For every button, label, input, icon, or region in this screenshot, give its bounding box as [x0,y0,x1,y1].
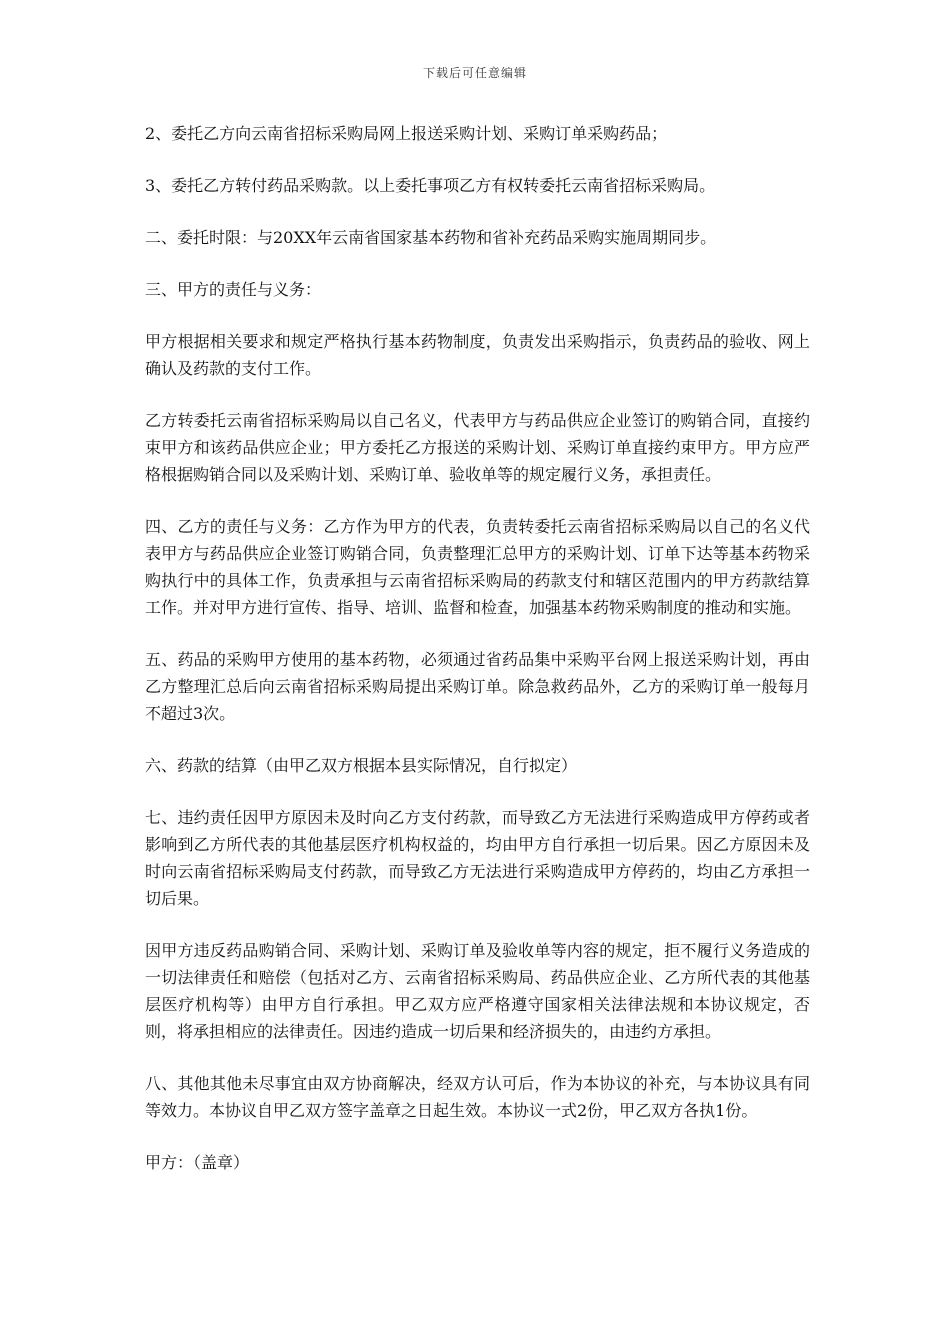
paragraph: 五、药品的采购甲方使用的基本药物，必须通过省药品集中采购平台网上报送采购计划，再由乙方整理汇总后向云南省招标采购局提出采购订单。除急救药品外，乙方的采购订单一般每月不超过3次。 [145,650,810,723]
paragraph: 二、委托时限：与20XX年云南省国家基本药物和省补充药品采购实施周期同步。 [145,228,717,247]
paragraph: 六、药款的结算（由甲乙双方根据本县实际情况，自行拟定） [145,756,578,775]
paragraph: 因甲方违反药品购销合同、采购计划、采购订单及验收单等内容的规定，拒不履行义务造成的一切法律责任和赔偿（包括对乙方、云南省招标采购局、药品供应企业、乙方所代表的其他基层医疗机构等）由甲方自行承担。甲乙双方应严格遵守国家相关法律法规和本协议规定，否则，将承担相应的法律责任。因违约造成一切后果和经济损失的，由违约方承担。 [145,941,810,1041]
paragraph: 七、违约责任因甲方原因未及时向乙方支付药款，而导致乙方无法进行采购造成甲方停药或者影响到乙方所代表的其他基层医疗机构权益的，均由甲方自行承担一切后果。因乙方原因未及时向云南省招标采购局支付药款，而导致乙方无法进行采购造成甲方停药的，均由乙方承担一切后果。 [145,808,810,908]
paragraph: 3、委托乙方转付药品采购款。以上委托事项乙方有权转委托云南省招标采购局。 [145,176,716,195]
signature-line: 甲方：（盖章） [145,1153,250,1172]
paragraph: 四、乙方的责任与义务：乙方作为甲方的代表，负责转委托云南省招标采购局以自己的名义代表甲方与药品供应企业签订购销合同，负责整理汇总甲方的采购计划、订单下达等基本药物采购执行中的具体工作，负责承担与云南省招标采购局的药款支付和辖区范围内的甲方药款结算工作。并对甲方进行宣传、指导、培训、监督和检查，加强基本药物采购制度的推动和实施。 [145,517,810,617]
document-body [145,120,810,1201]
paragraph: 乙方转委托云南省招标采购局以自己名义，代表甲方与药品供应企业签订的购销合同，直接约束甲方和该药品供应企业；甲方委托乙方报送的采购计划、采购订单直接约束甲方。甲方应严格根据购销合同以及采购计划、采购订单、验收单等的规定履行义务，承担责任。 [145,411,810,484]
paragraph: 甲方根据相关要求和规定严格执行基本药物制度，负责发出采购指示，负责药品的验收、网上确认及药款的支付工作。 [145,332,810,378]
paragraph: 八、其他其他未尽事宜由双方协商解决，经双方认可后，作为本协议的补充，与本协议具有同等效力。本协议自甲乙双方签字盖章之日起生效。本协议一式2份，甲乙双方各执1份。 [145,1074,810,1120]
page-header: 下载后可任意编辑 [422,66,527,80]
paragraph: 2、委托乙方向云南省招标采购局网上报送采购计划、采购订单采购药品； [145,124,668,143]
section-heading: 三、甲方的责任与义务： [145,280,322,299]
